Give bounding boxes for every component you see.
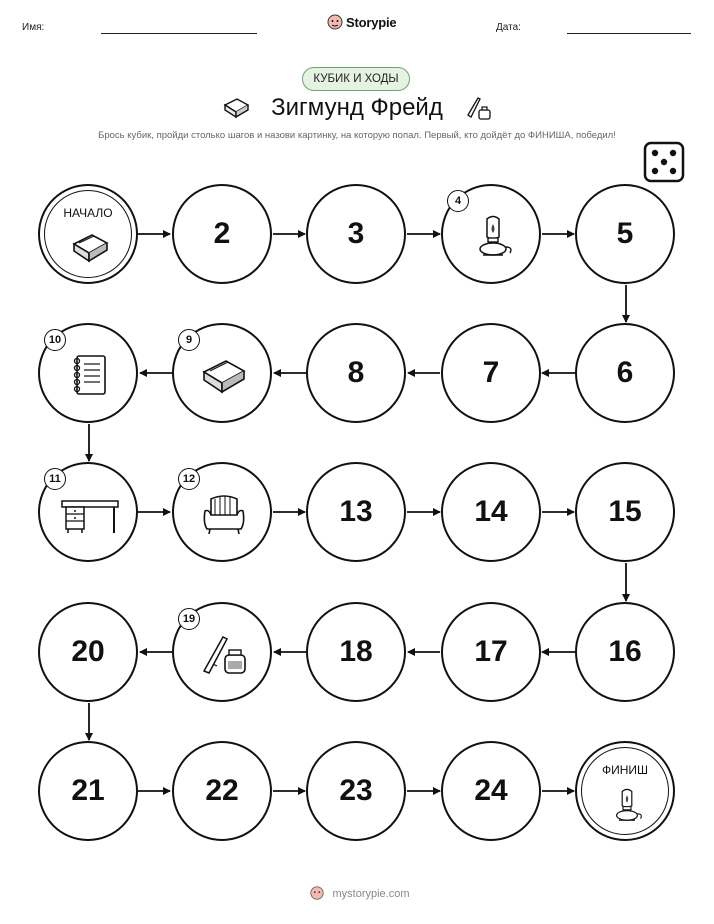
instructions-text: Брось кубик, пройди столько шагов и назови картинку, на которую попал. Первый, кто дойдёт до ФИНИША, победил!	[98, 130, 616, 141]
cell-number: 13	[339, 495, 373, 528]
footer-url: mystorypie.com	[332, 888, 410, 900]
cell-number: 7	[482, 356, 500, 389]
board-cell	[172, 184, 272, 284]
board-cell	[441, 184, 541, 284]
cell-number: 5	[616, 217, 634, 250]
board-cell	[441, 462, 541, 562]
book-icon	[70, 228, 110, 268]
cell-number: 18	[339, 635, 373, 668]
board-cell	[172, 602, 272, 702]
cell-number: 21	[71, 774, 105, 807]
cell-number-badge: 4	[447, 190, 469, 212]
board-cell	[172, 323, 272, 423]
board-cell	[441, 741, 541, 841]
board-cell	[38, 602, 138, 702]
board-cell	[441, 602, 541, 702]
cell-number: 6	[616, 356, 634, 389]
board-cell	[38, 323, 138, 423]
cell-number: 17	[474, 635, 508, 668]
finish-label: ФИНИШ	[601, 763, 649, 777]
cell-number: 2	[213, 217, 231, 250]
board-cell	[441, 323, 541, 423]
name-label: Имя:	[22, 22, 45, 33]
cell-number: 20	[71, 635, 105, 668]
start-label: НАЧАЛО	[63, 206, 113, 220]
board-cell-start	[38, 184, 138, 284]
board-cell	[575, 602, 675, 702]
cell-number-badge: 10	[44, 329, 66, 351]
board-cell	[306, 741, 406, 841]
board-cell	[306, 184, 406, 284]
cell-number-badge: 9	[178, 329, 200, 351]
cell-number: 8	[347, 356, 365, 389]
board-cell	[306, 323, 406, 423]
board-cell	[306, 602, 406, 702]
cell-number: 23	[339, 774, 373, 807]
board-cell	[575, 184, 675, 284]
board-cell	[38, 462, 138, 562]
date-label: Дата:	[496, 22, 521, 33]
armchair-icon	[199, 489, 249, 539]
notebook-icon	[65, 350, 115, 400]
brand-name: Storypie	[346, 15, 397, 30]
cell-number: 3	[347, 217, 365, 250]
cell-number: 15	[608, 495, 642, 528]
oil-lamp-icon	[607, 785, 647, 825]
cell-number: 24	[474, 774, 508, 807]
cell-number-badge: 11	[44, 468, 66, 490]
cell-number-badge: 12	[178, 468, 200, 490]
pen-and-ink-icon	[199, 629, 249, 679]
cell-number: 16	[608, 635, 642, 668]
board-cell	[306, 462, 406, 562]
page-title: Зигмунд Фрейд	[271, 94, 443, 121]
game-type-tag: КУБИК И ХОДЫ	[302, 67, 410, 91]
board-cell	[172, 741, 272, 841]
desk-icon	[58, 489, 122, 539]
cell-number: 22	[205, 774, 239, 807]
book-icon	[199, 350, 249, 400]
board-cell	[172, 462, 272, 562]
board-cell	[38, 741, 138, 841]
cell-number-badge: 19	[178, 608, 200, 630]
cell-number: 14	[474, 495, 508, 528]
oil-lamp-icon	[468, 211, 518, 261]
board-cell	[575, 323, 675, 423]
board-cell	[575, 462, 675, 562]
board-cell-finish	[575, 741, 675, 841]
